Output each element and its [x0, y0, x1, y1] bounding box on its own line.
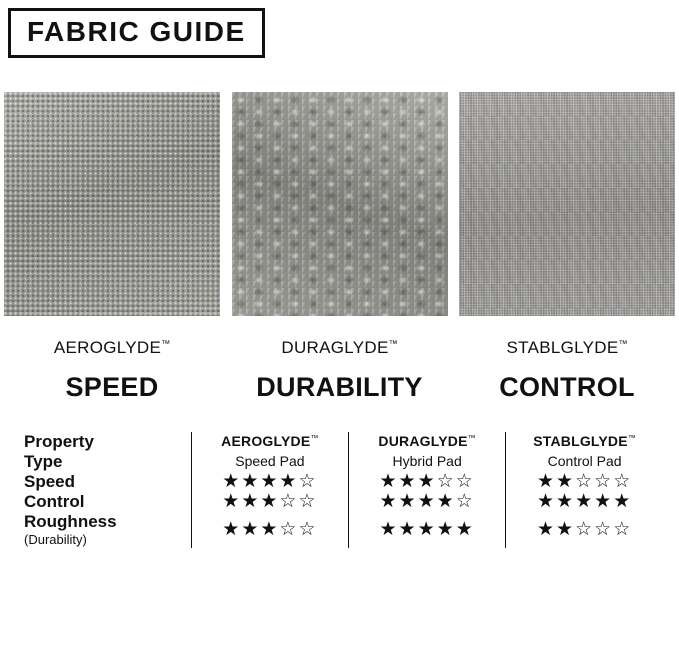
- table-header-col-aeroglyde: [191, 432, 348, 452]
- star-filled-icon: ★: [222, 518, 242, 540]
- star-rating: [380, 519, 475, 540]
- star-filled-icon: ★: [398, 491, 418, 512]
- star-filled-icon: ★: [537, 518, 557, 540]
- cell-roughness-duraglyde: [349, 512, 506, 548]
- cell-roughness-stablglyde: [506, 512, 663, 548]
- swatch-column-stablglyde: [459, 92, 675, 403]
- table-row: [16, 452, 663, 472]
- trademark-symbol: ™: [618, 338, 628, 349]
- star-filled-icon: ★: [537, 471, 557, 492]
- swatch-brand-aeroglyde: [54, 338, 170, 358]
- cell-roughness-aeroglyde: [191, 512, 348, 548]
- star-filled-icon: ★: [417, 491, 437, 512]
- row-label-control: Control: [24, 492, 85, 511]
- comparison-table: [16, 432, 663, 548]
- star-filled-icon: ★: [398, 471, 418, 492]
- star-rating: [537, 519, 632, 540]
- cell-speed-aeroglyde: [191, 472, 348, 492]
- star-filled-icon: ★: [594, 491, 614, 512]
- star-empty-icon: ☆: [455, 491, 475, 512]
- table-header-row: [16, 432, 663, 452]
- trademark-symbol: ™: [310, 433, 319, 443]
- fabric-swatch-image-duraglyde: [232, 92, 448, 316]
- trademark-symbol: ™: [627, 433, 636, 443]
- star-filled-icon: ★: [260, 518, 280, 540]
- page-title: FABRIC GUIDE: [27, 16, 246, 47]
- star-empty-icon: ☆: [279, 518, 299, 540]
- star-filled-icon: ★: [436, 518, 456, 540]
- star-filled-icon: ★: [417, 471, 437, 492]
- star-empty-icon: ☆: [575, 518, 595, 540]
- star-empty-icon: ☆: [613, 518, 633, 540]
- star-filled-icon: ★: [379, 491, 399, 512]
- swatch-attribute-duraglyde: DURABILITY: [256, 372, 423, 402]
- swatch-column-duraglyde: [232, 92, 448, 403]
- row-label-roughness: Roughness (Durability): [16, 512, 191, 548]
- swatch-column-aeroglyde: [4, 92, 220, 403]
- type-value: Control Pad: [547, 453, 622, 469]
- star-filled-icon: ★: [398, 518, 418, 540]
- table-header-brand: AEROGLYDE™: [221, 433, 319, 449]
- swatch-brand-duraglyde: [281, 338, 397, 358]
- cell-type-stablglyde: [506, 452, 663, 472]
- star-rating: [537, 471, 632, 492]
- star-filled-icon: ★: [537, 491, 557, 512]
- table-header-brand: STABLGLYDE™: [533, 433, 636, 449]
- swatch-brand-text: STABLGLYDE: [506, 338, 619, 357]
- row-label-speed: Speed: [24, 472, 76, 491]
- swatch-attribute-aeroglyde: SPEED: [65, 372, 159, 402]
- cell-speed-duraglyde: [349, 472, 506, 492]
- type-value: Speed Pad: [235, 453, 305, 469]
- star-filled-icon: ★: [260, 491, 280, 512]
- cell-control-stablglyde: [506, 492, 663, 512]
- star-filled-icon: ★: [455, 518, 475, 540]
- table-row: [16, 492, 663, 512]
- star-filled-icon: ★: [556, 491, 576, 512]
- swatch-brand-text: DURAGLYDE: [281, 338, 389, 357]
- star-filled-icon: ★: [436, 491, 456, 512]
- cell-type-aeroglyde: [191, 452, 348, 472]
- swatch-attribute-stablglyde: CONTROL: [499, 372, 635, 402]
- star-rating: [222, 471, 317, 492]
- star-empty-icon: ☆: [298, 471, 318, 492]
- star-filled-icon: ★: [379, 518, 399, 540]
- table-row: [16, 472, 663, 492]
- star-empty-icon: ☆: [455, 471, 475, 492]
- star-filled-icon: ★: [241, 518, 261, 540]
- star-filled-icon: ★: [260, 471, 280, 492]
- star-empty-icon: ☆: [613, 471, 633, 492]
- cell-speed-stablglyde: [506, 472, 663, 492]
- table-row: [16, 512, 663, 548]
- star-filled-icon: ★: [417, 518, 437, 540]
- trademark-symbol: ™: [388, 338, 398, 349]
- star-empty-icon: ☆: [298, 491, 318, 512]
- swatch-row: [0, 92, 679, 403]
- comparison-table-wrap: [0, 432, 679, 548]
- star-rating: [380, 471, 475, 492]
- star-filled-icon: ★: [556, 518, 576, 540]
- table-header-col-stablglyde: [506, 432, 663, 452]
- star-rating: [537, 491, 632, 512]
- star-empty-icon: ☆: [279, 491, 299, 512]
- star-empty-icon: ☆: [594, 518, 614, 540]
- fabric-swatch-image-aeroglyde: [4, 92, 220, 316]
- star-rating: [222, 519, 317, 540]
- cell-control-duraglyde: [349, 492, 506, 512]
- star-filled-icon: ★: [222, 471, 242, 492]
- fabric-swatch-image-stablglyde: [459, 92, 675, 316]
- trademark-symbol: ™: [467, 433, 476, 443]
- table-header-col-duraglyde: [349, 432, 506, 452]
- star-filled-icon: ★: [613, 491, 633, 512]
- star-filled-icon: ★: [279, 471, 299, 492]
- swatch-brand-stablglyde: [507, 338, 628, 358]
- table-header-property: Property: [24, 432, 94, 451]
- star-filled-icon: ★: [241, 491, 261, 512]
- title-box: [8, 8, 265, 58]
- star-filled-icon: ★: [379, 471, 399, 492]
- table-header-brand: DURAGLYDE™: [378, 433, 476, 449]
- row-sublabel: (Durability): [24, 532, 87, 547]
- star-empty-icon: ☆: [594, 471, 614, 492]
- star-empty-icon: ☆: [436, 471, 456, 492]
- cell-type-duraglyde: [349, 452, 506, 472]
- star-filled-icon: ★: [575, 491, 595, 512]
- row-label-type: Type: [24, 452, 63, 471]
- star-empty-icon: ☆: [575, 471, 595, 492]
- star-rating: [380, 491, 475, 512]
- type-value: Hybrid Pad: [392, 453, 462, 469]
- star-filled-icon: ★: [222, 491, 242, 512]
- swatch-brand-text: AEROGLYDE: [53, 338, 162, 357]
- star-rating: [222, 491, 317, 512]
- star-filled-icon: ★: [241, 471, 261, 492]
- star-empty-icon: ☆: [298, 518, 318, 540]
- star-filled-icon: ★: [556, 471, 576, 492]
- trademark-symbol: ™: [161, 338, 171, 349]
- cell-control-aeroglyde: [191, 492, 348, 512]
